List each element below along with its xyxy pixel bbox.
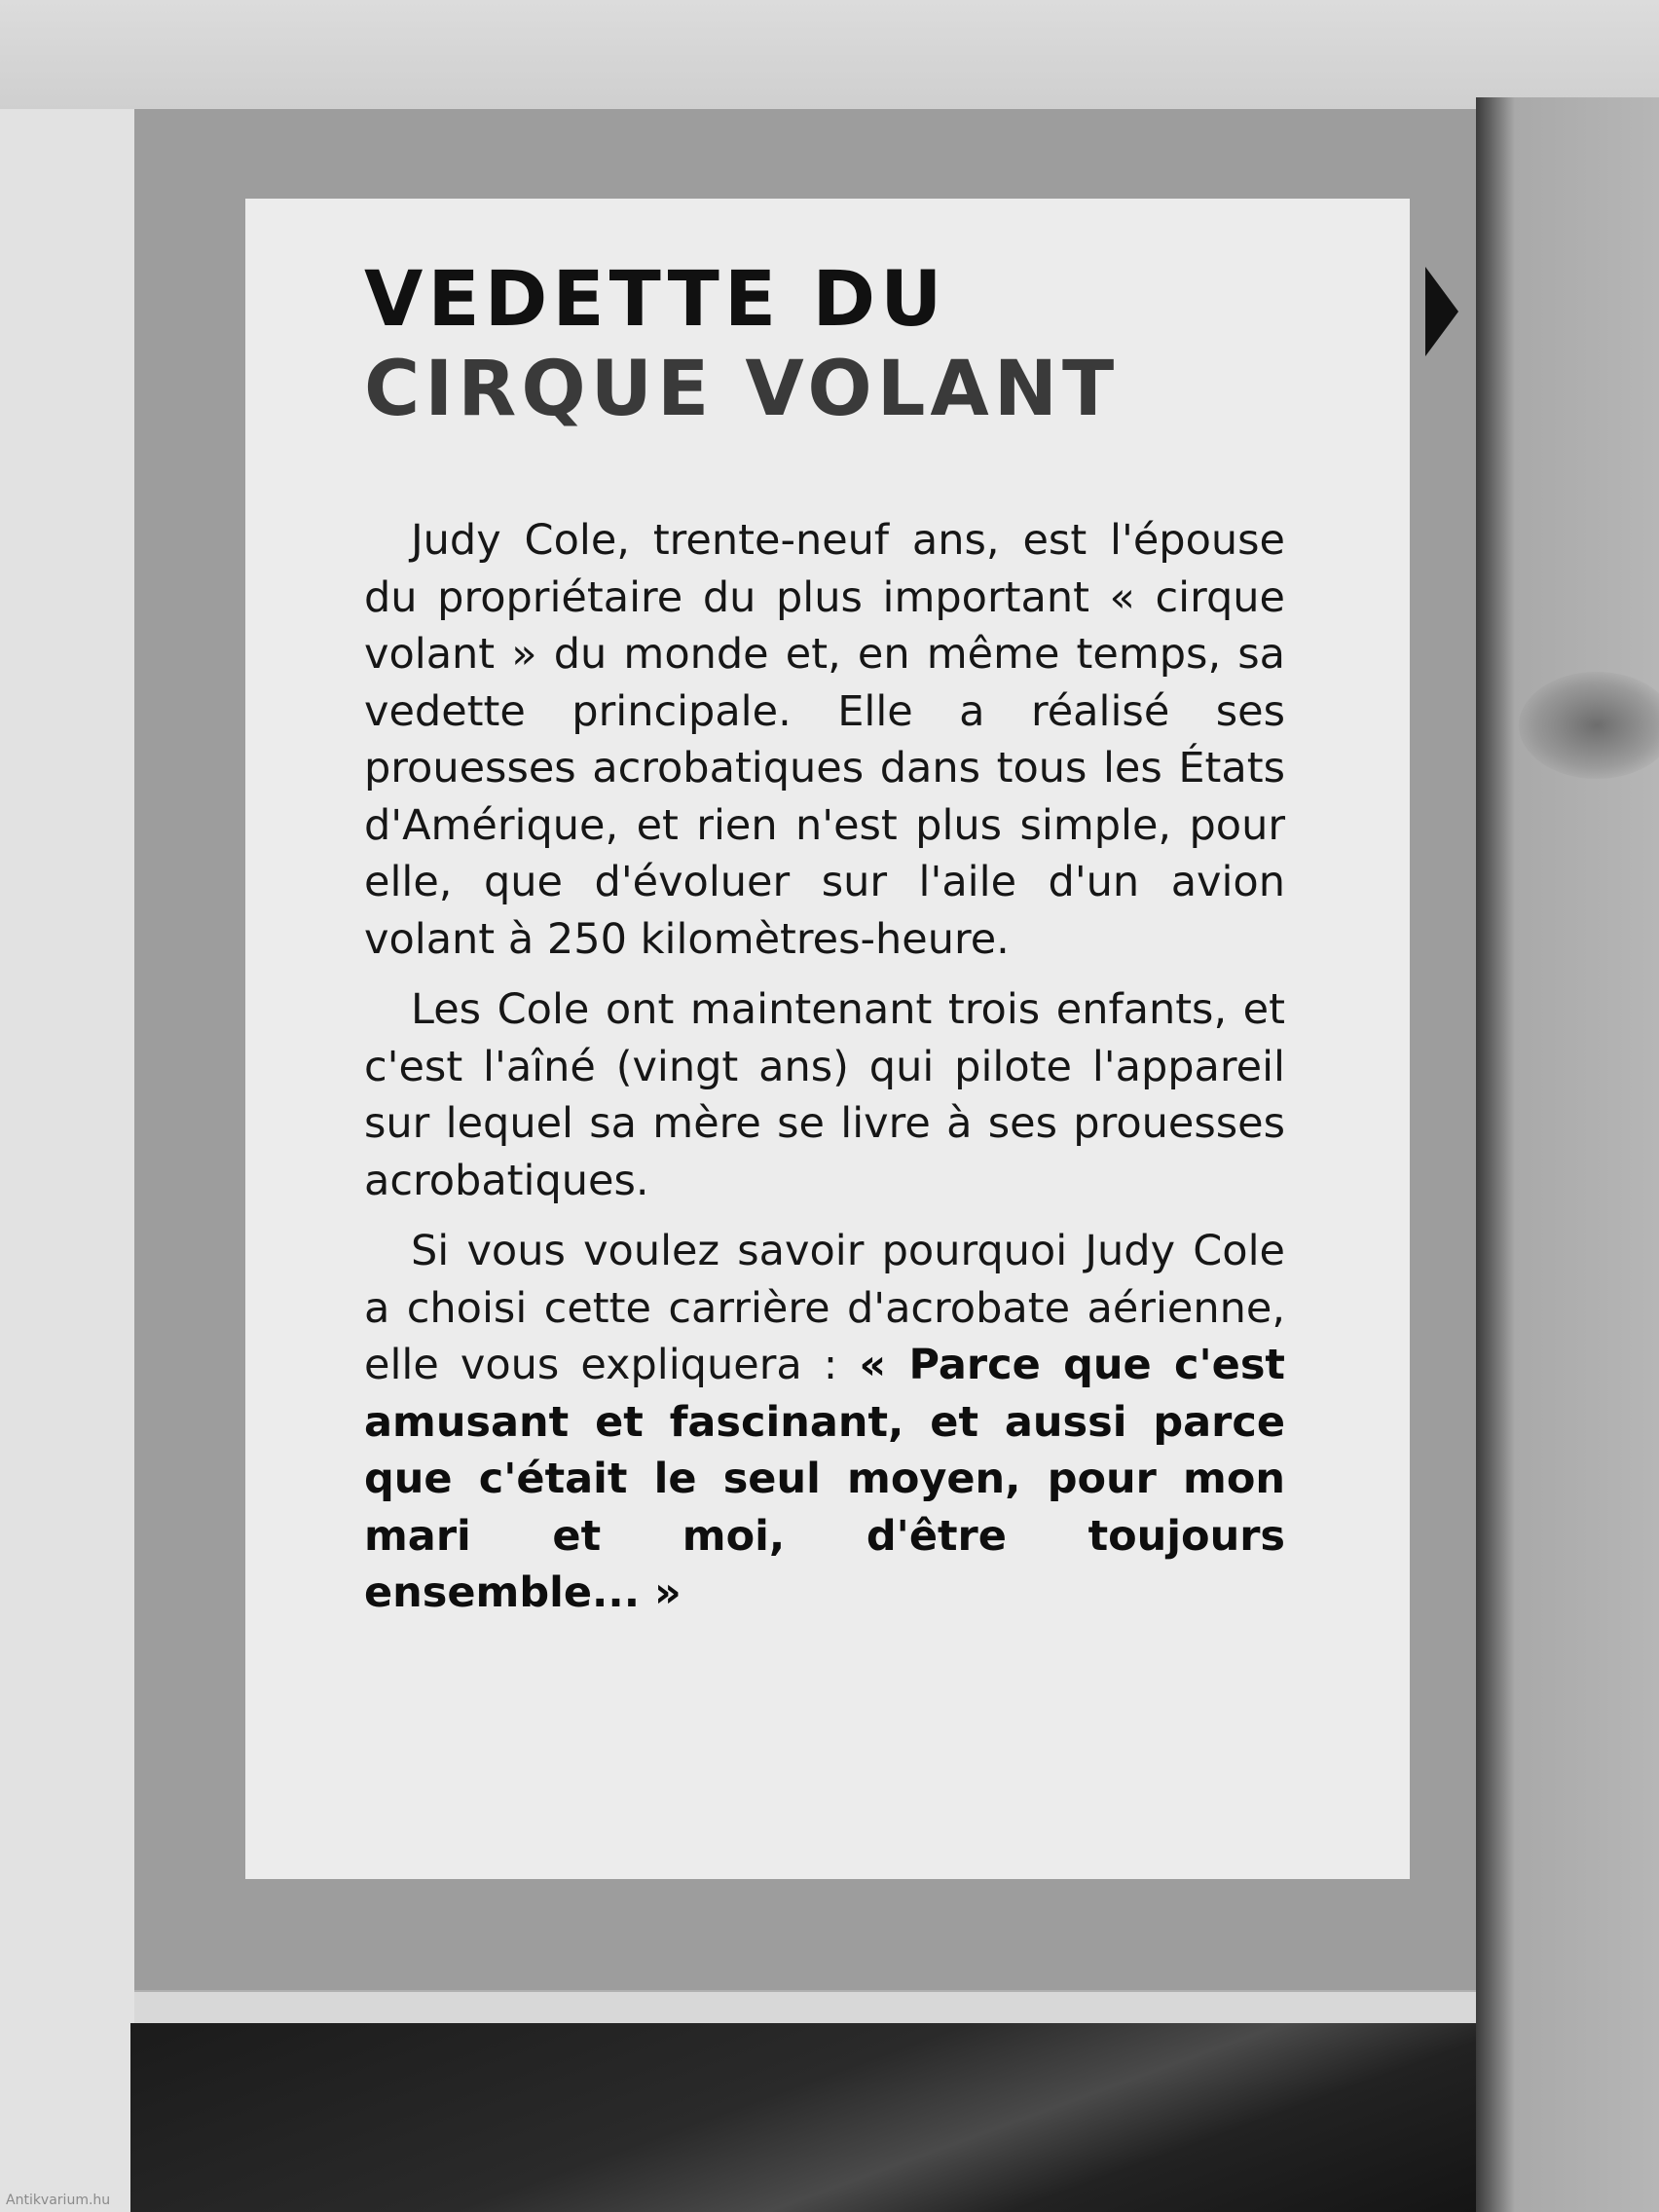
next-photo-fragment bbox=[130, 2023, 1476, 2212]
triangle-right-icon bbox=[1425, 267, 1458, 356]
watermark: Antikvarium.hu bbox=[6, 2193, 111, 2208]
article-paragraph-2: Les Cole ont maintenant trois enfants, et c'est l'aîné (vingt ans) qui pilote l'appareil sur lequel sa mère se livre à ses prouesses acrobatiques. bbox=[364, 985, 1285, 1205]
article-title bbox=[364, 255, 1119, 434]
scan-background bbox=[0, 0, 1659, 109]
page-bottom-strip bbox=[134, 1990, 1476, 2025]
article-paragraph-3 bbox=[364, 1223, 1285, 1622]
right-page-edge bbox=[1476, 97, 1659, 2212]
article-body bbox=[364, 512, 1285, 1636]
article-paragraph-3-text: Si vous voulez savoir pourquoi Judy Cole a choisi cette carrière d'acrobate aérienne, elle vous expliquera : bbox=[364, 1227, 1285, 1389]
left-page-edge bbox=[0, 109, 136, 2212]
article-paragraph-1: Judy Cole, trente-neuf ans, est l'épouse du propriétaire du plus important « cirque volant » du monde et, en même temps, sa vedette principale. Elle a réalisé ses prouesses acrobatiques dans tous les États d'Amérique, et rien n'est plus simple, pour elle, que d'évoluer sur l'aile d'un avion volant à 250 kilomètres-heure. bbox=[364, 516, 1285, 964]
article-quote: « Parce que c'est amusant et fascinant, et aussi parce que c'était le seul moyen, pour mon mari et moi, d'être toujours ensemble... » bbox=[364, 1341, 1285, 1617]
article-title-line-1: VEDETTE DU bbox=[364, 256, 947, 344]
article-title-line-2: CIRQUE VOLANT bbox=[364, 346, 1120, 433]
